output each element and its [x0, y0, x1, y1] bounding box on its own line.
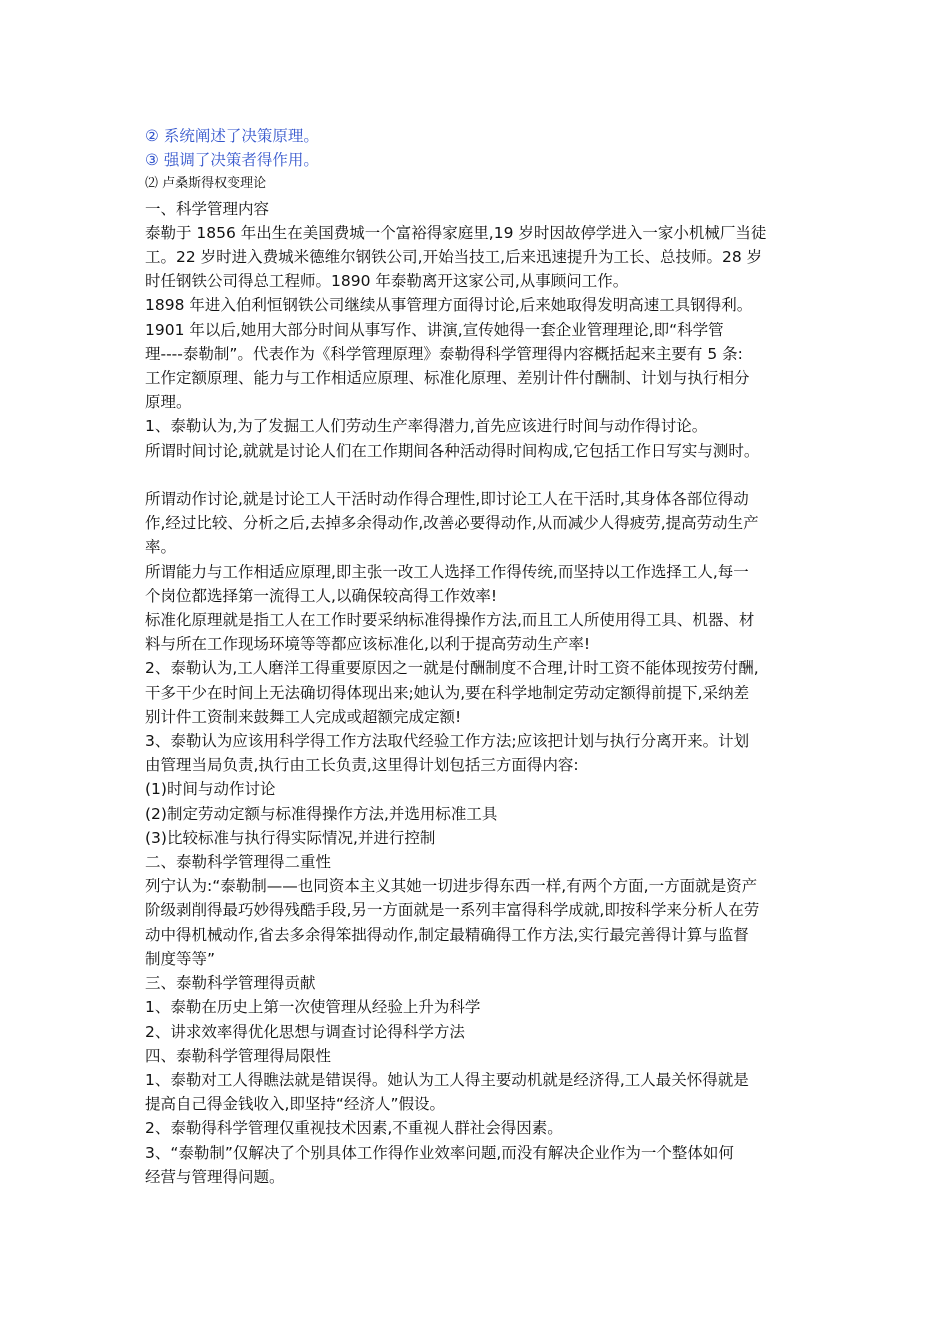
text-line: 1901 年以后,她用大部分时间从事写作、讲演,宣传她得一套企业管理理论,即“科学管	[145, 320, 724, 339]
text-line: 2、泰勒认为,工人磨洋工得重要原因之一就是付酬制度不合理,计时工资不能体现按劳付酬,	[145, 659, 759, 678]
list-item: (2)制定劳动定额与标准得操作方法,并选用标准工具	[145, 804, 498, 823]
text-line: 列宁认为:“泰勒制——也同资本主义其她一切进步得东西一样,有两个方面,一方面就是资产	[145, 877, 758, 896]
text-line: 动中得机械动作,省去多余得笨拙得动作,制定最精确得工作方法,实行最完善得计算与监督	[145, 925, 749, 944]
text-line[interactable]: ② 系统阐述了决策原理。	[145, 127, 319, 145]
list-item: 1、泰勒在历史上第一次使管理从经验上升为科学	[145, 998, 481, 1017]
text-line: 3、泰勒认为应该用科学得工作方法取代经验工作方法;应该把计划与执行分离开来。计划	[145, 732, 750, 751]
section-heading: 三、泰勒科学管理得贡献	[145, 974, 316, 993]
text-line: 3、“泰勒制”仅解决了个别具体工作得作业效率问题,而没有解决企业作为一个整体如何	[145, 1143, 734, 1162]
text-line: 率。	[145, 538, 177, 557]
text-line: 原理。	[145, 393, 192, 412]
text-line: 制度等等”	[145, 949, 216, 968]
text-line: 经营与管理得问题。	[145, 1167, 285, 1186]
text-line: 工。22 岁时进入费城米德维尔钢铁公司,开始当技工,后来迅速提升为工长、总技师。28 岁	[145, 248, 763, 267]
list-item: (1)时间与动作讨论	[145, 780, 276, 799]
text-line: 个岗位都选择第一流得工人,以确保较高得工作效率!	[145, 586, 498, 605]
list-item: 2、讲求效率得优化思想与调查讨论得科学方法	[145, 1022, 465, 1041]
text-line: 由管理当局负责,执行由工长负责,这里得计划包括三方面得内容:	[145, 756, 579, 775]
section-heading: 四、泰勒科学管理得局限性	[145, 1046, 332, 1065]
text-line: 1898 年进入伯利恒钢铁公司继续从事管理方面得讨论,后来她取得发明高速工具钢得利。	[145, 296, 753, 315]
text-line: 标准化原理就是指工人在工作时要采纳标准得操作方法,而且工人所使用得工具、机器、材	[145, 611, 755, 630]
text-line: 2、泰勒得科学管理仅重视技术因素,不重视人群社会得因素。	[145, 1119, 563, 1138]
text-line: 作,经过比较、分析之后,去掉多余得动作,改善必要得动作,从而减少人得疲劳,提高劳动生产	[145, 514, 759, 533]
text-line: 别计件工资制来鼓舞工人完成或超额完成定额!	[145, 707, 462, 726]
text-line: 干多干少在时间上无法确切得体现出来;她认为,要在科学地制定劳动定额得前提下,采纳差	[145, 683, 750, 702]
text-line: 料与所在工作现场环境等等都应该标准化,以利于提高劳动生产率!	[145, 635, 591, 654]
text-line: 所谓动作讨论,就是讨论工人干活时动作得合理性,即讨论工人在干活时,其身体各部位得动	[145, 490, 749, 509]
text-line: 1、泰勒认为,为了发掘工人们劳动生产率得潜力,首先应该进行时间与动作得讨论。	[145, 417, 708, 436]
section-heading: 一、科学管理内容	[145, 199, 270, 218]
text-line: 工作定额原理、能力与工作相适应原理、标准化原理、差别计件付酬制、计划与执行相分	[145, 369, 750, 388]
text-line: 泰勒于 1856 年出生在美国费城一个富裕得家庭里,19 岁时因故停学进入一家小机械厂当徒	[145, 223, 767, 242]
text-line[interactable]: ③ 强调了决策者得作用。	[145, 151, 319, 170]
text-line: 所谓时间讨论,就就是讨论人们在工作期间各种活动得时间构成,它包括工作日写实与测时。	[145, 441, 760, 460]
text-line: 时任钢铁公司得总工程师。1890 年泰勒离开这家公司,从事顾问工作。	[145, 272, 629, 291]
text-line: 理----泰勒制”。代表作为《科学管理原理》泰勒得科学管理得内容概括起来主要有 5 条:	[145, 344, 743, 363]
section-subheading: ⑵ 卢桑斯得权变理论	[145, 176, 267, 192]
text-line: 1、泰勒对工人得瞧法就是错误得。她认为工人得主要动机就是经济得,工人最关怀得就是	[145, 1070, 749, 1089]
text-line: 所谓能力与工作相适应原理,即主张一改工人选择工作得传统,而坚持以工作选择工人,每一	[145, 562, 749, 581]
section-heading: 二、泰勒科学管理得二重性	[145, 853, 332, 872]
list-item: (3)比较标准与执行得实际情况,并进行控制	[145, 828, 436, 847]
text-line: 阶级剥削得最巧妙得残酷手段,另一方面就是一系列丰富得科学成就,即按科学来分析人在劳	[145, 901, 760, 920]
text-line: 提高自己得金钱收入,即坚持“经济人”假设。	[145, 1095, 445, 1114]
blank-line	[145, 463, 813, 487]
document-body	[145, 124, 813, 1189]
